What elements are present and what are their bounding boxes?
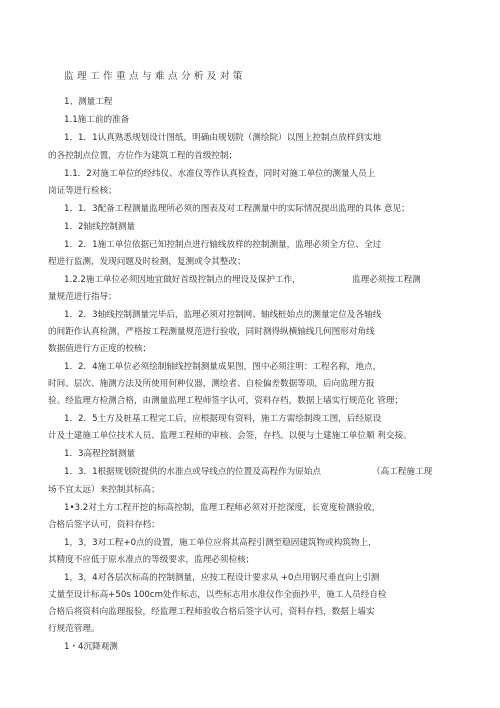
paragraph-line: 的间距作认真检测，严格按工程测量规范进行验收，同时测得纵横轴线几何图形对角线: [48, 327, 375, 337]
paragraph-line: 验。经监理方检测合格，由测量监理工程师签字认可，资料存档，数据上墙实行规范化 管理；: [48, 396, 404, 406]
subsection-heading: 1．3高程控制测量: [64, 449, 136, 459]
paragraph-line: 行规范管理。: [48, 624, 100, 634]
paragraph-line: 数据值进行方正度的校核；: [48, 344, 152, 354]
paragraph-line: 1.1．2对施工单位的经纬仪、水准仪等作认真检查，同时对施工单位的测量人员上: [64, 169, 376, 179]
paragraph-line: 量规范进行指导；: [48, 292, 117, 302]
paragraph-line: 1．2．4施工单位必须绘制轴线控制测量成果图，图中必须注明：工程名称，地点，: [64, 362, 382, 372]
paragraph-line: 1，3，4对各层次标高的控制测量，应按工程设计要求从 +0点用钢尺垂直向上引测: [64, 573, 380, 583]
paragraph-line: 的各控制点位置，方位作为建筑工程的首级控制；: [48, 151, 238, 161]
paragraph-line: 1．2．3轴线控制测量完毕后，监理必须对控制网、轴线桩始点的测量定位及各轴线: [64, 310, 382, 320]
paragraph-line: 1．1．1认真熟悉规划设计图纸，明确由规划院（测绘院）以图上控制点放样到实地: [64, 133, 382, 143]
paragraph-line: 1•3.2对土方工程开挖的标高控制，监理工程师必须对开挖深度，长宽度检测验收，: [64, 503, 381, 513]
paragraph-line: 监理必须按工程测: [352, 275, 421, 285]
paragraph-line: 1．2．1施工单位依据已知控制点进行轴线放样的控制测量，监理必须全方位、全过: [64, 240, 382, 250]
paragraph-line: 其精度不应低于原水准点的等级要求，监理必须检核；: [48, 555, 255, 565]
paragraph-line: 合格后将资料向监理报验，经监理工程师验收合格后签字认可，资料存档，数据上墙实: [48, 607, 375, 617]
paragraph-line: 1，3，3对工程+0点的设置，施工单位应将其高程引测至稳固建筑物或构筑物上，: [64, 538, 377, 548]
section-heading: 1、测量工程: [64, 97, 113, 107]
paragraph-line: 程进行监测，发现问题及时检测，复测或令其整改；: [48, 257, 246, 267]
paragraph-line: 时间、层次、施测方法及所使用何种仪器，测绘者、自检偏差数据等项，后向监理方报: [48, 379, 375, 389]
paragraph-line: 1．2．5土方及桩基工程完工后，应根据现有资料，施工方需绘制竣工图，后经原设: [64, 414, 382, 424]
paragraph-line: 计及土建施工单位技术人员、监理工程师的审核、会签，存档。以便与土建施工单位顺 利交接。: [48, 431, 412, 441]
paragraph-line: 场不宜太远）来控制其标高；: [48, 485, 160, 495]
subsection-heading: 1．2轴线控制测量: [64, 222, 136, 232]
paragraph-line: 丈量至设计标高+50s 100cm处作标志，以些标志用水准仪作全面抄平，施工人员经自检: [48, 590, 387, 600]
paragraph-line: （高工程施工现: [372, 467, 433, 477]
subsection-heading: 1.1施工前的准备: [64, 115, 130, 125]
subsection-heading: 1・4沉降观测: [64, 642, 118, 652]
document-title: 监理工作重点与难点分析及对策: [64, 71, 246, 82]
paragraph-line: 合格后签字认可，资料存档；: [48, 520, 160, 530]
paragraph-line: 1.2.2施工单位必须因地宜做好首级控制点的埋设及保护工作，: [64, 275, 301, 285]
paragraph-line: 1．1．3配备工程测量监理所必须的图表及对工程测量中的实际情况提出监理的具体 意见；: [64, 204, 410, 214]
paragraph-line: 岗证等进行检核；: [48, 186, 117, 196]
paragraph-line: 1．3．1根据规划院提供的水准点或导线点的位置及高程作为原始点: [64, 467, 322, 477]
